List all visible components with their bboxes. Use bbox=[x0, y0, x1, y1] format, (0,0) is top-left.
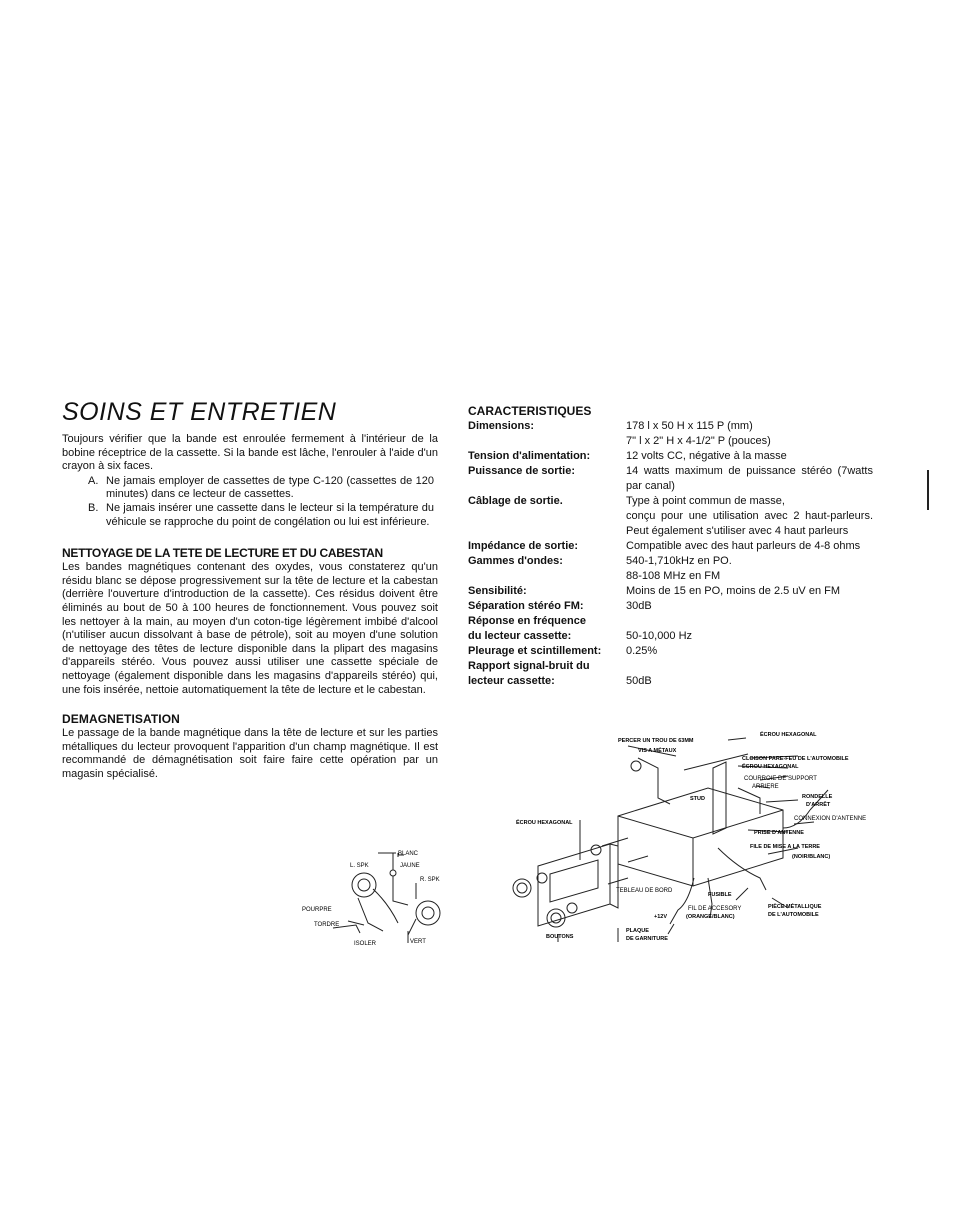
label-darret: D'ARRÊT bbox=[806, 802, 831, 808]
label-percer: PERCER UN TROU DE 63MM bbox=[618, 738, 694, 744]
spec-row: Dimensions: 178 l x 50 H x 115 P (mm) 7" l x 2" H x 4-1/2" P (pouces) bbox=[468, 420, 771, 447]
label-ecrou3: ÉCROU HEXAGONAL bbox=[516, 820, 573, 826]
spec-row: du lecteur cassette: 50-10,000 Hz bbox=[468, 630, 693, 642]
spec-row: Puissance de sortie: 14 watts maximum de puissance stéréo (7watts par canal) bbox=[468, 465, 873, 492]
demag-text: Le passage de la bande magnétique dans la tête de lecture et sur les parties métalliques du lecteur provoquent l'apparition d'un champ magnétique. Il est recommandé de démagnétisation soit faire faire cette opération par un magasin spécialisé. bbox=[62, 727, 438, 780]
label-isoler: ISOLER bbox=[354, 941, 377, 947]
label-prise: PRISE D'ANTENNE bbox=[754, 830, 804, 836]
care-section bbox=[62, 397, 438, 781]
label-fil-masse: FILE DE MISE A LA TERRE bbox=[750, 844, 820, 850]
label-piece2: DE L'AUTOMOBILE bbox=[768, 912, 819, 918]
label-blanc: BLANC bbox=[398, 851, 419, 857]
label-ecrou2: ÉCROU HEXAGONAL bbox=[742, 764, 799, 770]
care-title: SOINS ET ENTRETIEN bbox=[62, 398, 337, 426]
label-vis: VIS A MÉTAUX bbox=[638, 748, 677, 754]
speaker-wiring-diagram bbox=[298, 843, 460, 953]
label-tordre: TORDRE bbox=[314, 922, 340, 928]
label-accesory: FIL DE ACCESORY bbox=[688, 906, 742, 912]
label-stud: STUD bbox=[690, 796, 705, 802]
cleaning-text: Les bandes magnétiques contenant des oxydes, vous constaterez qu'un résidu blanc se dépose progressivement sur la tête de lecture et la cabestan (derrière l'ouverture d'introduction de la cassette). Ces résidus doivent être éliminés au bout de 50 à 100 heures de fonctionnement. Vous pouvez soit les nettoyer à la main, au moyen d'un coton-tige légèrement imbibé d'alcool (n'utiliser aucun dissolvant à base de pétrole), soit au moyen d'une solution de nettoyage des têtes de lecture disponible dans la plipart des magasins d'appareils stéréo. Vous pouvez aussi utiliser une cassette spéciale de nettoyage (également disponible dans les magasins d'appareils stéréo) qui, une fois insérée, nettoie automatiquement la tête de lecture et le cabestan. bbox=[62, 561, 438, 696]
spec-row: Sensibilité: Moins de 15 en PO, moins de 2.5 uV en FM bbox=[468, 585, 841, 597]
radio-unit-icon bbox=[618, 788, 783, 886]
label-orange: (ORANGE/BLANC) bbox=[686, 914, 735, 920]
demag-heading: DEMAGNETISATION bbox=[62, 712, 180, 727]
spec-row: lecteur cassette: 50dB bbox=[468, 675, 652, 687]
spec-row: Réponse en fréquence bbox=[468, 615, 586, 627]
label-noir: (NOIR/BLANC) bbox=[792, 854, 831, 860]
left-speaker-icon bbox=[352, 873, 376, 897]
label-courroie: COURROIE DE SUPPORT bbox=[744, 776, 817, 782]
care-intro: Toujours vérifier que la bande est enroulée fermement à l'intérieur de la bobine réceptrice de la cassette. Si la bande est lâche, l'enrouler à l'aide d'un crayon à six faces. bbox=[62, 433, 438, 473]
label-jaune: JAUNE bbox=[400, 863, 420, 869]
label-garniture: DE GARNITURE bbox=[626, 936, 668, 942]
care-item-b: B. Ne jamais insérer une cassette dans le lecteur si la température du véhicule se rapproche du point de congélation ou lui est inférieure. bbox=[88, 501, 434, 528]
care-item-a: A. Ne jamais employer de cassettes de type C-120 (cassettes de 120 minutes) dans ce lecteur de cassettes. bbox=[88, 474, 434, 501]
label-rondelle: RONDELLE bbox=[802, 794, 833, 800]
label-plaque: PLAQUE bbox=[626, 928, 649, 934]
label-rspk: R. SPK bbox=[420, 877, 440, 883]
label-boutons: BOUTONS bbox=[546, 934, 574, 940]
spec-row: Séparation stéréo FM: 30dB bbox=[468, 600, 652, 612]
specs-title: CARACTERISTIQUES bbox=[468, 404, 592, 418]
spec-row: Rapport signal-bruit du bbox=[468, 660, 590, 672]
label-lspk: L. SPK bbox=[350, 863, 369, 869]
spec-row: Pleurage et scintillement: 0.25% bbox=[468, 645, 658, 657]
label-pourpre: POURPRE bbox=[302, 907, 332, 913]
label-connexion: CONNEXION D'ANTENNE bbox=[794, 816, 867, 822]
installation-diagram bbox=[498, 728, 884, 960]
spec-row: Impédance de sortie: Compatible avec des haut parleurs de 4-8 ohms bbox=[468, 540, 861, 552]
margin-mark bbox=[927, 470, 929, 510]
care-list bbox=[62, 475, 438, 529]
spec-row: Gammes d'ondes: 540-1,710kHz en PO. 88-108 MHz en FM bbox=[468, 555, 732, 582]
label-arriere: ARRIERE bbox=[752, 784, 779, 790]
label-cloison: CLOISON PARE-FEU DE L'AUTOMOBILE bbox=[742, 756, 849, 762]
label-ecrou1: ÉCROU HEXAGONAL bbox=[760, 732, 817, 738]
faceplate-icon bbox=[538, 844, 610, 926]
specs-table bbox=[468, 419, 873, 689]
cleaning-heading: NETTOYAGE DE LA TETE DE LECTURE ET DU CABESTAN bbox=[62, 546, 383, 561]
label-12v: +12V bbox=[654, 914, 667, 920]
right-speaker-icon bbox=[416, 901, 440, 925]
specs-section bbox=[468, 404, 873, 689]
label-vert: VERT bbox=[410, 939, 426, 945]
label-fusible: FUSIBLE bbox=[708, 892, 732, 898]
label-piece: PIÈCE MÉTALLIQUE bbox=[768, 904, 822, 910]
spec-row: Câblage de sortie. Type à point commun de masse, conçu pour une utilisation avec 2 haut-parleurs. Peut également s'utiliser avec 4 haut parleurs bbox=[468, 495, 873, 537]
label-tableau: TEBLEAU DE BORD bbox=[616, 888, 673, 894]
spec-row: Tension d'alimentation: 12 volts CC, négative à la masse bbox=[468, 450, 787, 462]
